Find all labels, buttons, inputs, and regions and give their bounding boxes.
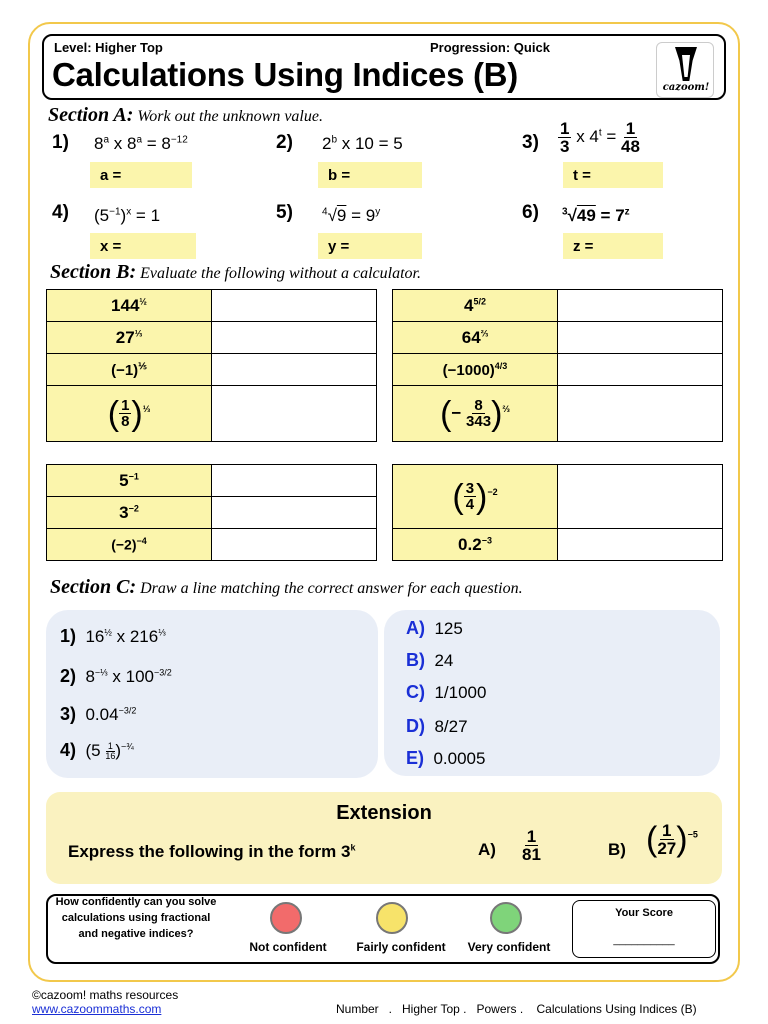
answer-cell[interactable] bbox=[212, 322, 377, 354]
answer-cell[interactable] bbox=[212, 386, 377, 442]
extension-title: Extension bbox=[336, 802, 432, 824]
extension-fraction-a: $\frac{1}{81}$ bbox=[522, 827, 541, 864]
table-row bbox=[47, 290, 377, 322]
answer-field-t[interactable]: t = bbox=[563, 162, 663, 188]
section-b-table-3 bbox=[46, 464, 377, 561]
matching-answer[interactable]: B) 24 bbox=[406, 650, 454, 670]
extension-fraction-b: ( $\frac{1}{27}$ )$^{-5}$ bbox=[646, 820, 698, 859]
table-row bbox=[393, 465, 723, 529]
matching-answer[interactable]: D) 8/27 bbox=[406, 716, 468, 736]
table-row bbox=[393, 290, 723, 322]
section-b-table-2 bbox=[392, 289, 723, 442]
question-expression: $^4√9 = 9^y$ bbox=[322, 206, 381, 225]
matching-question[interactable]: 1) $16^{\frac{1}{2}}$ x $216^{\frac{1}{3}}$ bbox=[60, 626, 166, 646]
answer-field-x[interactable]: x = bbox=[90, 233, 196, 259]
answer-cell[interactable] bbox=[212, 290, 377, 322]
confidence-question: How confidently can you solve calculations using fractional and negative indices? bbox=[55, 896, 217, 940]
section-c-heading: Section C: Draw a line matching the correct answer for each question. bbox=[50, 576, 523, 598]
question-number: 3) bbox=[522, 132, 539, 153]
question-number: 5) bbox=[276, 202, 293, 223]
very-confident-dot[interactable] bbox=[490, 902, 522, 934]
question-cell: $(-1000)^{4/3}$ bbox=[393, 354, 558, 386]
progression-label: Progression: Quick bbox=[430, 40, 550, 55]
answer-cell[interactable] bbox=[558, 290, 723, 322]
answer-cell[interactable] bbox=[558, 354, 723, 386]
question-number: 1) bbox=[52, 132, 69, 153]
question-cell: ( $\frac{3}{4}$ )$^{-2}$ bbox=[393, 465, 558, 529]
matching-question[interactable]: 3) $0.04^{-3/2}$ bbox=[60, 704, 137, 724]
question-cell: ( $\frac{1}{8}$ )$^{\frac{1}{3}}$ bbox=[47, 386, 212, 442]
website-link[interactable]: www.cazoommaths.com bbox=[32, 1002, 162, 1016]
matching-answer[interactable]: A) 125 bbox=[406, 618, 463, 638]
question-cell: $64^{\frac{2}{3}}$ bbox=[393, 322, 558, 354]
copyright-text: ©cazoom! maths resources bbox=[32, 988, 179, 1002]
question-number: 4) bbox=[52, 202, 69, 223]
question-expression: $^3√49 = 7^z$ bbox=[562, 206, 630, 225]
table-row bbox=[393, 386, 723, 442]
page-title: Calculations Using Indices (B) bbox=[52, 56, 518, 93]
matching-question[interactable]: 2) $8^{-\frac{1}{3}}$ x $100^{-3/2}$ bbox=[60, 666, 172, 686]
cazoom-logo: cazoom! bbox=[656, 42, 714, 98]
question-cell: (− $\frac{8}{343}$ )$^{\frac{2}{3}}$ bbox=[393, 386, 558, 442]
section-b-table-1 bbox=[46, 289, 377, 442]
question-cell: $0.2^{-3}$ bbox=[393, 529, 558, 561]
question-expression: 2$^b$ x 10 = 5 bbox=[322, 134, 403, 153]
answer-cell[interactable] bbox=[558, 465, 723, 529]
table-row bbox=[47, 386, 377, 442]
section-b-heading: Section B: Evaluate the following without a calculator. bbox=[50, 261, 421, 283]
level-label: Level: Higher Top bbox=[54, 40, 163, 55]
very-confident-label: Very confident bbox=[467, 940, 551, 954]
answer-cell[interactable] bbox=[558, 386, 723, 442]
answer-field-b[interactable]: b = bbox=[318, 162, 422, 188]
question-cell: $27^{\frac{1}{3}}$ bbox=[47, 322, 212, 354]
table-row bbox=[393, 529, 723, 561]
question-expression: $\frac{1}{3}$ x $4^t$ = $\frac{1}{48}$ bbox=[560, 119, 640, 156]
table-row bbox=[393, 322, 723, 354]
section-b-table-4 bbox=[392, 464, 723, 561]
answer-cell[interactable] bbox=[558, 322, 723, 354]
question-number: 2) bbox=[276, 132, 293, 153]
question-cell: $3^{-2}$ bbox=[47, 497, 212, 529]
section-a-heading: Section A: Work out the unknown value. bbox=[48, 104, 323, 126]
score-line: __________ bbox=[613, 934, 675, 946]
extension-prompt: Express the following in the form 3$^k$ bbox=[68, 842, 356, 861]
not-confident-label: Not confident bbox=[249, 940, 327, 954]
table-row bbox=[47, 354, 377, 386]
answer-cell[interactable] bbox=[212, 465, 377, 497]
question-number: 6) bbox=[522, 202, 539, 223]
answer-cell[interactable] bbox=[212, 497, 377, 529]
score-label: Your Score bbox=[615, 907, 673, 919]
extension-option-b: B) bbox=[608, 840, 626, 859]
answer-field-a[interactable]: a = bbox=[90, 162, 192, 188]
fairly-confident-dot[interactable] bbox=[376, 902, 408, 934]
table-row bbox=[47, 322, 377, 354]
table-row bbox=[393, 354, 723, 386]
answer-cell[interactable] bbox=[558, 529, 723, 561]
question-cell: $(-1)^{\frac{1}{5}}$ bbox=[47, 354, 212, 386]
answer-cell[interactable] bbox=[212, 529, 377, 561]
extension-option-a: A) bbox=[478, 840, 496, 859]
matching-question[interactable]: 4) (5 $\frac{1}{16}$ )$^{-\frac{3}{4}}$ bbox=[60, 740, 134, 762]
question-cell: $144^{\frac{1}{2}}$ bbox=[47, 290, 212, 322]
table-row bbox=[47, 529, 377, 561]
question-cell: $4^{5/2}$ bbox=[393, 290, 558, 322]
matching-answer[interactable]: C) 1/1000 bbox=[406, 682, 487, 702]
question-cell: $5^{-1}$ bbox=[47, 465, 212, 497]
table-row bbox=[47, 465, 377, 497]
table-row bbox=[47, 497, 377, 529]
question-expression: 8$^a$ x $8^a = 8^{-12}$ bbox=[94, 134, 188, 153]
breadcrumb: Number . Higher Top . Powers . Calculations Using Indices (B) bbox=[336, 1002, 697, 1016]
question-cell: $(-2)^{-4}$ bbox=[47, 529, 212, 561]
matching-answer[interactable]: E) 0.0005 bbox=[406, 748, 486, 768]
question-expression: $(5^{-1})^x = 1$ bbox=[94, 206, 161, 225]
not-confident-dot[interactable] bbox=[270, 902, 302, 934]
answer-cell[interactable] bbox=[212, 354, 377, 386]
answer-field-z[interactable]: z = bbox=[563, 233, 663, 259]
answer-field-y[interactable]: y = bbox=[318, 233, 422, 259]
fairly-confident-label: Fairly confident bbox=[356, 940, 446, 954]
